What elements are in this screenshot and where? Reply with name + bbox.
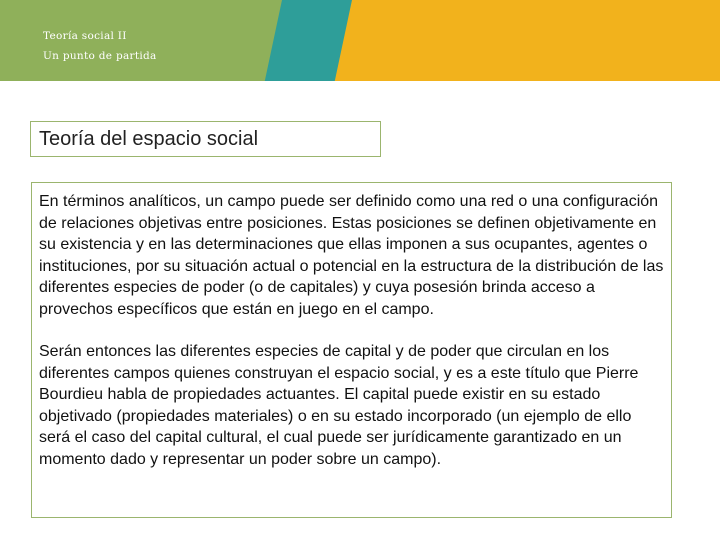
course-title: Teoría social II	[43, 30, 127, 42]
body-paragraph: Serán entonces las diferentes especies de capital y de poder que circulan en los diferentes campos quienes construyan el espacio social, y es a este título que Pierre Bourdieu habla de propiedades actuantes. El capital puede existir en su estado objetivado (propiedades materiales) o en su estado incorporado (un ejemplo de ello será el caso del capital cultural, el cual puede ser jurídicamente garantizado en un momento dado y representar un poder sobre un campo).	[39, 343, 639, 468]
header-yellow-fill	[600, 0, 720, 81]
slide-title: Teoría del espacio social	[30, 121, 381, 157]
slide-body	[31, 182, 672, 518]
body-paragraph: En términos analíticos, un campo puede ser definido como una red o una configuración de relaciones objetivas entre posiciones. Estas posiciones se definen objetivamente en su existencia y en las determinaciones que ellas imponen a sus ocupantes, agentes o instituciones, por su situación actual o potencial en la estructura de la distribución de las diferentes especies de poder (o de capitales) y cuya posesión brinda acceso a provechos específicos que están en juego en el campo.	[39, 193, 664, 318]
course-subtitle: Un punto de partida	[43, 50, 157, 62]
